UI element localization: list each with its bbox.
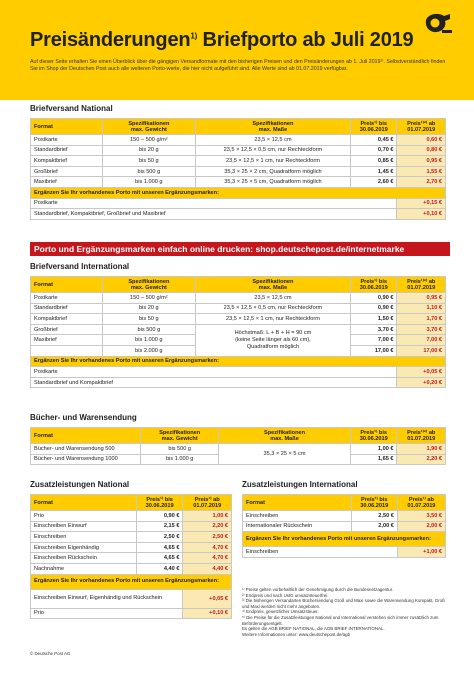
supplement-header-row: Ergänzen Sie Ihr vorhandenes Porto mit unseren Ergänzungsmarken: bbox=[31, 574, 232, 589]
table-row: Maxibrief bis 1.000 g 35,3 × 25 × 5 cm, Quadratform möglich 2,60 € 2,70 € bbox=[31, 177, 446, 188]
col-price-new: Preis¹⁾²⁾ ab 01.07.2019 bbox=[397, 119, 446, 135]
supplement-row: Postkarte +0,05 € bbox=[31, 367, 446, 378]
table-row: Einschreiben Einwurf 2,15 € 2,20 € bbox=[31, 521, 232, 532]
footnotes bbox=[242, 587, 452, 637]
supplement-row: Standardbrief, Kompaktbrief, Großbrief und Maxibrief +0,10 € bbox=[31, 209, 446, 220]
zus-international-table: Format Preis¹⁾ bis 30.06.2019 Preis¹⁾ ab 01.07.2019 Einschreiben 2,50 € 3,50 € Internationaler Rückschein 2,00 € 2,00 € Ergänzen Sie Ihr vorhandenes Porto mit unseren Ergänzungsmarken: Einschreiben +1,00 € bbox=[242, 494, 446, 558]
col-weight: Spezifikationen max. Gewicht bbox=[102, 119, 195, 135]
zus-national-table: Format Preis¹⁾ bis 30.06.2019 Preis¹⁾ ab 01.07.2019 Prio 0,90 € 1,00 € Einschreiben Einwurf 2,15 € 2,20 € Einschreiben 2,50 € 2,50 € Einschreiben Eigenhändig 4,65 € 4,70 € Einschreiben Rückschein 4,65 € 4,70 € Nachnahme 4,40 € 4,40 € Ergänzen Sie Ihr vorhandenes Porto mit unseren Ergänzungsmarken: Einschreiben Einwurf, Eigenhändig und Rückschein +0,05 € Prio +0,10 € bbox=[30, 494, 232, 619]
footnote: ⁵⁾ Die Preise für die Zusatzleistungen National und International verstehen sich immer zusätzlich zum Beförderungsentgelt. bbox=[242, 614, 439, 626]
international-size-cell: Höchstmaß: L + B + H = 90 cm (keine Seite länger als 60 cm), Quadratform möglich bbox=[195, 324, 350, 356]
footnote: ³⁾ Die bisherigen Versandarten Büchersendung Groß und Maxi sowie die Warensendung Kompakt, Groß und Maxi werden nicht mehr angeboten. bbox=[242, 598, 445, 609]
table-row: Einschreiben 2,50 € 2,50 € bbox=[31, 532, 232, 543]
table-row: Bücher- und Warensendung 1000 bis 1.000 g 1,65 € 2,20 € bbox=[31, 454, 446, 465]
supplement-header-row: Ergänzen Sie Ihr vorhandenes Porto mit unseren Ergänzungsmarken: bbox=[243, 532, 446, 547]
supplement-row: Postkarte +0,15 € bbox=[31, 198, 446, 209]
table-row: Bücher- und Warensendung 500 bis 500 g 35,3 × 25 × 5 cm 1,00 € 1,90 € bbox=[31, 444, 446, 455]
copyright: © Deutsche Post AG bbox=[30, 651, 71, 656]
footnote: ⁴⁾ Endpreis, gesetzlicher Umsatzsteuer. bbox=[242, 609, 319, 615]
table-row: Kompaktbrief bis 50 g 23,5 × 12,5 × 1 cm, nur Rechteckform 0,85 € 0,95 € bbox=[31, 156, 446, 167]
supplement-header-row: Ergänzen Sie Ihr vorhandenes Porto mit unseren Ergänzungsmarken: bbox=[31, 356, 446, 367]
international-table: Format Spezifikationen max. Gewicht Spezifikationen max. Maße Preis¹⁾ bis 30.06.2019 Preis¹⁾²⁾ ab 01.07.2019 Postkarte 150 – 500 g/m² 23,5 × 12,5 cm 0,90 € 0,95 € Standardbrief bis 20 g 23,5 × 12,5 × 0,5 cm, nur Rechteckform 0,90 € 1,10 € Kompaktbrief bis 50 g 23,5 × 12,5 × 1 cm, nur Rechteckform 1,50 € 1,70 € Großbrief bis 500 g Höchstmaß: L + B + H = 90 cm (keine Seite länger als 60 cm), Quadratform möglich 3,70 € 3,70 € Maxibrief bis 1.000 g 7,00 € 7,00 € bis 2.000 g 17,00 € 17,00 € Ergänzen Sie Ihr vorhandenes Porto mit unseren Ergänzungsmarken: Postkarte +0,05 € Standardbrief und Kompaktbrief +0,20 € bbox=[30, 276, 446, 388]
section-title-international: Briefversand International bbox=[30, 262, 130, 271]
table-row: Postkarte 150 – 500 g/m² 23,5 × 12,5 cm 0,45 € 0,60 € bbox=[31, 135, 446, 146]
table-row: Standardbrief bis 20 g 23,5 × 12,5 × 0,5 cm, nur Rechteckform 0,90 € 1,10 € bbox=[31, 303, 446, 314]
table-row: Internationaler Rückschein 2,00 € 2,00 € bbox=[243, 521, 446, 532]
table-row: Prio 0,90 € 1,00 € bbox=[31, 511, 232, 522]
footnote: ¹⁾ Preise gelten vorbehaltlich der Genehmigung durch die Bundesnetzagentur. bbox=[242, 587, 394, 592]
supplement-row: Standardbrief und Kompaktbrief +0,20 € bbox=[31, 377, 446, 388]
internetmarke-banner[interactable]: Porto und Ergänzungsmarken einfach online drucken: shop.deutschepost.de/internetmarke bbox=[30, 242, 450, 256]
books-table: Format Spezifikationen max. Gewicht Spezifikationen max. Maße Preis¹⁾ bis 30.06.2019 Preis¹⁾²⁾ ab 01.07.2019 Bücher- und Warensendung 500 bis 500 g 35,3 × 25 × 5 cm 1,00 € 1,90 € Bücher- und Warensendung 1000 bis 1.000 g 1,65 € 2,20 € bbox=[30, 427, 446, 465]
footnote: ²⁾ Endpreis und nach UstG umsatzsteuerfrei. bbox=[242, 592, 329, 598]
header-banner bbox=[0, 0, 474, 100]
national-table bbox=[30, 118, 446, 220]
section-title-books: Bücher- und Warensendung bbox=[30, 413, 137, 422]
table-row: Maxibrief bis 1.000 g 7,00 € 7,00 € bbox=[31, 335, 446, 346]
footnote-link[interactable]: Weitere Informationen unter: www.deutschepost.de/agb bbox=[242, 631, 351, 637]
page-title: Preisänderungen$^{1)}$ Briefporto ab Juli 2019 bbox=[30, 29, 414, 51]
col-size: Spezifikationen max. Maße bbox=[195, 119, 350, 135]
deutsche-post-horn-logo-icon bbox=[420, 6, 456, 42]
table-row: Einschreiben Rückschein 4,65 € 4,70 € bbox=[31, 553, 232, 564]
table-row: Einschreiben 2,50 € 3,50 € bbox=[243, 511, 446, 522]
supplement-header-row: Ergänzen Sie Ihr vorhandenes Porto mit unseren Ergänzungsmarken: bbox=[31, 187, 446, 198]
supplement-row: Prio +0,10 € bbox=[31, 608, 232, 619]
table-row: Standardbrief bis 20 g 23,5 × 12,5 × 0,5 cm, nur Rechteckform 0,70 € 0,80 € bbox=[31, 145, 446, 156]
section-title-zus-international: Zusatzleistungen International bbox=[242, 480, 358, 489]
table-row: Nachnahme 4,40 € 4,40 € bbox=[31, 563, 232, 574]
table-row: Großbrief bis 500 g 35,3 × 25 × 2 cm, Quadratform möglich 1,45 € 1,55 € bbox=[31, 166, 446, 177]
supplement-row: Einschreiben +1,00 € bbox=[243, 547, 446, 558]
table-row: Großbrief bis 500 g Höchstmaß: L + B + H = 90 cm (keine Seite länger als 60 cm), Quadratform möglich 3,70 € 3,70 € bbox=[31, 324, 446, 335]
intro-text: Auf dieser Seite erhalten Sie einen Überblick über die gängigen Versandformate mit den bisherigen Preisen und den Preisänderungen ab 1. Juli 2019¹⁾. Selbstverständlich finden Sie im Shop der Deutschen Post auch alle weiteren Porto-werte, die hier nicht aufgeführt sind. Alle Werte sind ab 01.07.2019 verfügbar. bbox=[30, 59, 446, 72]
col-format: Format bbox=[31, 119, 103, 135]
supplement-row: Einschreiben Einwurf, Eigenhändig und Rückschein +0,05 € bbox=[31, 589, 232, 608]
table-row: Kompaktbrief bis 50 g 23,5 × 12,5 × 1 cm, nur Rechteckform 1,50 € 1,70 € bbox=[31, 314, 446, 325]
table-row: bis 2.000 g 17,00 € 17,00 € bbox=[31, 345, 446, 356]
table-row: Postkarte 150 – 500 g/m² 23,5 × 12,5 cm 0,90 € 0,95 € bbox=[31, 293, 446, 304]
footnote: Es gelten die AGB BRIEF NATIONAL, die AGB BRIEF INTERNATIONAL. bbox=[242, 626, 385, 632]
col-price-old: Preis¹⁾ bis 30.06.2019 bbox=[350, 119, 397, 135]
section-title-zus-national: Zusatzleistungen National bbox=[30, 480, 130, 489]
table-row: Einschreiben Eigenhändig 4,65 € 4,70 € bbox=[31, 542, 232, 553]
section-title-national: Briefversand National bbox=[30, 104, 113, 113]
